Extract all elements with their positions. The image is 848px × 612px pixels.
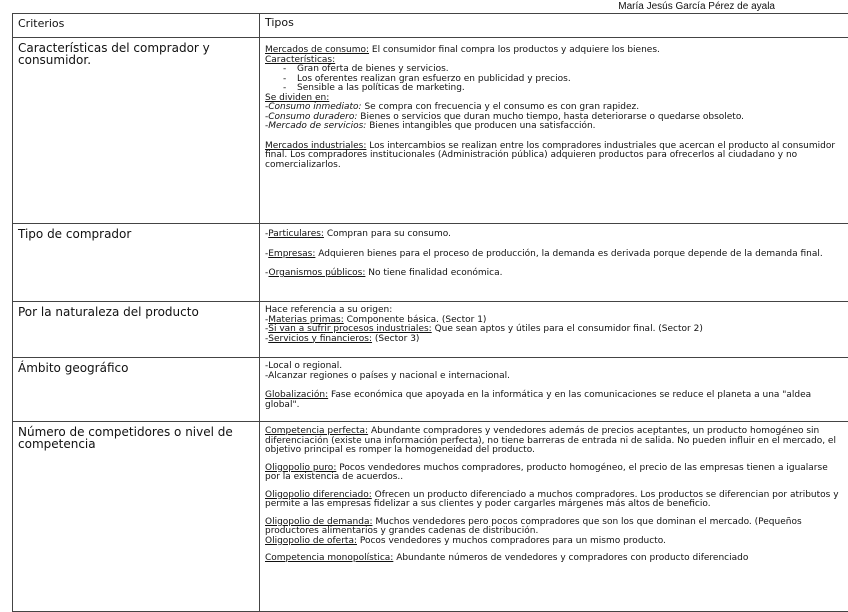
tipos-naturaleza — [260, 302, 848, 358]
oligopolio-diferenciado: Oligopolio diferenciado: Ofrecen un producto diferenciado a muchos compradores. Los productos se diferencian por atributos y permite a las empresas fidelizar a sus clientes y poder cargarles márgenes más altos de beneficio. — [265, 491, 844, 510]
empresas: -Empresas: Adquieren bienes para el proceso de producción, la demanda es derivada porque depende de la demanda final. — [265, 250, 844, 260]
header-tipos: Tipos — [260, 14, 848, 38]
competencia-monopolistica: Competencia monopolística: Abundante números de vendedores y compradores con producto diferenciado — [265, 554, 844, 564]
consumo-duradero: -Consumo duradero: Bienes o servicios que duran mucho tiempo, hasta deteriorarse o quedarse obsoleto. — [265, 113, 844, 123]
servicios-financieros: -Servicios y financieros: (Sector 3) — [265, 335, 844, 345]
criterio-ambito: Ámbito geográfico — [13, 358, 260, 422]
criterio-competencia: Número de competidores o nivel de competencia — [13, 422, 260, 612]
competencia-perfecta: Competencia perfecta: Abundante compradores y vendedores además de precios aceptantes, un producto homogéneo sin diferenciación (existe una información perfecta), no tiene barreras de entrada ni de salida. No pueden influir en el mercado, el objetivo principal es romper la homogeneidad del producto. — [265, 427, 844, 456]
mercados-consumo-title: Mercados de consumo: — [265, 45, 369, 55]
list-item: - Los oferentes realizan gran esfuerzo en publicidad y precios. — [303, 75, 844, 85]
materias-primas: -Materias primas: Componente básica. (Sector 1) — [265, 316, 844, 326]
tipos-comprador — [260, 38, 848, 224]
oligopolio-oferta: Oligopolio de oferta: Pocos vendedores y muchos compradores para un mismo producto. — [265, 537, 844, 547]
tipos-competencia — [260, 422, 848, 612]
procesos-industriales: -Si van a sufrir procesos industriales: Que sean aptos y útiles para el consumidor final. (Sector 2) — [265, 325, 844, 335]
criterio-tipo-comprador: Tipo de comprador — [13, 224, 260, 302]
se-dividen-title: Se dividen en: — [265, 94, 844, 104]
tipos-ambito — [260, 358, 848, 422]
mercados-industriales: Mercados industriales: Los intercambios se realizan entre los compradores industriales que acercan el producto al consumidor final. Los compradores institucionales (Administración pública) adquieren productos para ofrecerlos al ciudadano y no comercializarlos. — [265, 142, 844, 171]
table-row — [13, 38, 848, 224]
globalizacion: Globalización: Fase económica que apoyada en la informática y en las comunicaciones se reduce el planeta a una "aldea global". — [265, 391, 844, 410]
oligopolio-demanda: Oligopolio de demanda: Muchos vendedores pero pocos compradores que son los que dominan el mercado. (Pequeños productores alimentarios y grandes cadenas de distribución. — [265, 518, 844, 537]
list-item: - Gran oferta de bienes y servicios. — [303, 65, 844, 75]
criterio-naturaleza: Por la naturaleza del producto — [13, 302, 260, 358]
criteria-table — [12, 13, 848, 612]
author-name: María Jesús García Pérez de ayala — [618, 0, 775, 13]
local-regional: -Local o regional. — [265, 362, 844, 372]
particulares: -Particulares: Compran para su consumo. — [265, 230, 844, 240]
criterio-comprador: Características del comprador y consumidor. — [13, 38, 260, 224]
oligopolio-puro: Oligopolio puro: Pocos vendedores muchos compradores, producto homogéneo, el precio de las empresas tienen a igualarse por la existencia de acuerdos.. — [265, 464, 844, 483]
table-row — [13, 302, 848, 358]
alcanzar-regiones: -Alcanzar regiones o países y nacional e internacional. — [265, 372, 844, 382]
table-row — [13, 358, 848, 422]
organismos-publicos: -Organismos públicos: No tiene finalidad económica. — [265, 269, 844, 279]
table-header-row — [13, 14, 848, 38]
naturaleza-intro: Hace referencia a su origen: — [265, 306, 844, 316]
consumo-inmediato: -Consumo inmediato: Se compra con frecuencia y el consumo es con gran rapidez. — [265, 103, 844, 113]
table-row — [13, 224, 848, 302]
list-item: - Sensible a las políticas de marketing. — [303, 84, 844, 94]
header-criterios: Criterios — [13, 14, 260, 38]
mercado-servicios: -Mercado de servicios: Bienes intangibles que producen una satisfacción. — [265, 122, 844, 132]
tipos-tipo-comprador — [260, 224, 848, 302]
caracteristicas-title: Características: — [265, 56, 844, 66]
caracteristicas-list — [265, 65, 844, 94]
table-row — [13, 422, 848, 612]
mercados-consumo-text: El consumidor final compra los productos y adquiere los bienes. — [369, 45, 660, 55]
